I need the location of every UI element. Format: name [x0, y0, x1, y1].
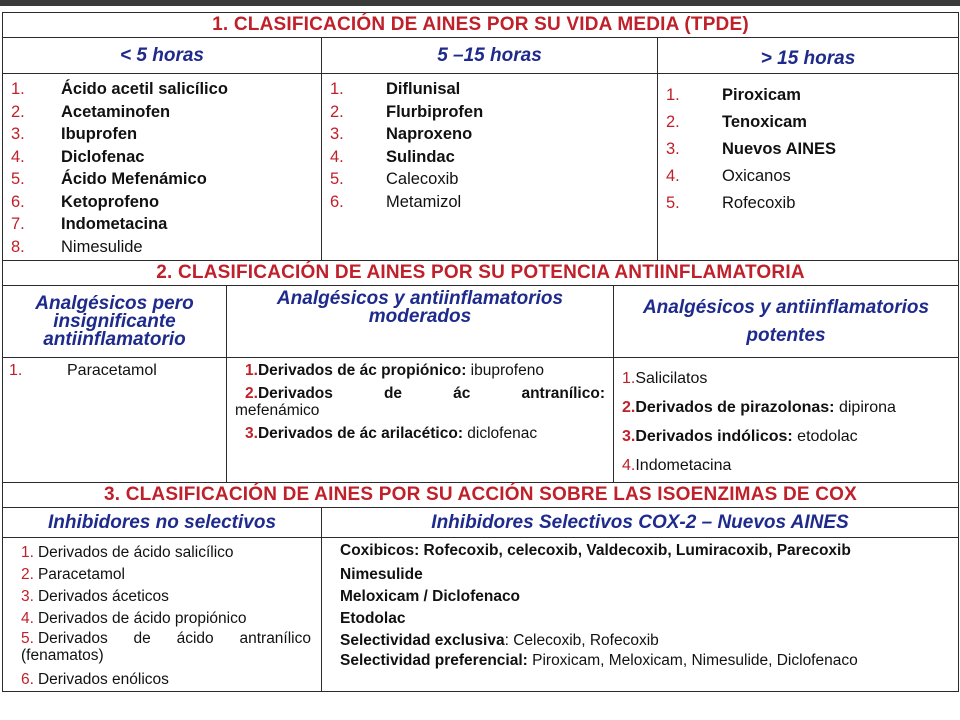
list-item [21, 586, 311, 608]
list-item [245, 362, 605, 379]
item-number: 5. [666, 194, 680, 212]
item-number: 3. [330, 125, 344, 143]
list-item [330, 191, 651, 214]
section1-title: 1. CLASIFICACIÓN DE AINES POR SU VIDA MEDIA (TPDE) [3, 13, 959, 38]
list-item [666, 163, 952, 190]
list-item [21, 608, 311, 630]
aines-classification-table [2, 12, 959, 692]
item-text: Diflunisal [386, 80, 461, 98]
item-number: 6. [11, 192, 25, 211]
item-text: Naproxeno [386, 125, 473, 143]
potency-list-moderate [227, 358, 614, 483]
item-text: Nimesulide [61, 237, 143, 256]
list-item [622, 422, 952, 451]
item-text: Paracetamol [37, 566, 125, 583]
item-text: Acetaminofen [61, 102, 171, 121]
item-number: 2. [666, 113, 680, 131]
item-number: 4. [666, 167, 680, 185]
item-number: 2. [245, 385, 258, 402]
list-item [666, 109, 952, 136]
item-text: Indometacina [61, 215, 168, 233]
item-number: 2. [11, 102, 25, 121]
potency-header-weak: Analgésicos pero insignificante antiinflamatorio [3, 286, 227, 358]
list-item [340, 652, 952, 669]
item-number: 3. [666, 140, 680, 158]
item-number: 8. [11, 237, 25, 256]
item-label: Derivados de ác antranílico: [257, 385, 605, 402]
list-item [11, 146, 315, 169]
item-number: 4. [330, 147, 344, 166]
item-text: Derivados de ácido propiónico [37, 610, 247, 627]
item-text: Diclofenac [61, 147, 145, 166]
item-number: 1. [666, 86, 680, 104]
item-text: ibuprofeno [466, 362, 544, 379]
item-text: Calecoxib [386, 170, 459, 188]
list-item [340, 542, 952, 559]
list-item [11, 101, 315, 124]
item-text: Piroxicam [722, 86, 801, 104]
list-item [330, 168, 651, 191]
list-item [622, 451, 952, 480]
item-number: 1. [11, 80, 25, 98]
item-text: dipirona [834, 399, 896, 416]
item-text: : Celecoxib, Rofecoxib [504, 632, 659, 649]
cox-header-selective: Inhibidores Selectivos COX-2 – Nuevos AINES [322, 508, 959, 538]
item-number: 7. [11, 215, 25, 233]
item-number: 3. [245, 425, 258, 442]
cox-list-nonselective [3, 538, 322, 692]
list-item [340, 630, 952, 652]
item-label: Coxibicos: Rofecoxib, celecoxib, Valdecoxib, Lumiracoxib, Parecoxib [340, 542, 851, 559]
item-text: Sulindac [386, 147, 455, 166]
list-item [330, 123, 651, 146]
potency-list-strong [614, 358, 959, 483]
list-item [245, 385, 605, 402]
list-item [622, 393, 952, 422]
item-number: 4. [11, 147, 25, 166]
item-number: 2. [330, 102, 344, 121]
item-text: diclofenac [462, 425, 538, 442]
potency-list-weak [3, 358, 227, 483]
list-item [666, 190, 952, 217]
item-text: mefenámico [235, 402, 320, 419]
list-item-continuation [235, 402, 605, 419]
item-text: Rofecoxib [722, 194, 796, 212]
item-label: Etodolac [340, 610, 406, 627]
item-label: Derivados de ác arilacético: [257, 425, 463, 442]
item-number: 4. [21, 610, 34, 627]
item-number: 1. [9, 362, 23, 379]
item-label: Derivados de pirazolonas: [635, 399, 835, 416]
list-item [21, 630, 311, 664]
list-item [666, 136, 952, 163]
list-item [666, 82, 952, 109]
cox-list-selective [322, 538, 959, 692]
item-text: Flurbiprofen [386, 102, 484, 121]
list-item [11, 123, 315, 146]
item-number: 5. [330, 170, 344, 188]
item-text: Ácido Mefenámico [61, 170, 207, 188]
item-label: Derivados de ác propiónico: [257, 362, 467, 379]
item-text: Tenoxicam [722, 113, 807, 131]
item-number: 5. [21, 630, 34, 647]
item-text: Piroxicam, Meloxicam, Nimesulide, Diclofenaco [527, 652, 858, 669]
item-number: 1. [330, 80, 344, 98]
list-item [21, 564, 311, 586]
list-item [11, 168, 315, 191]
item-text: Nuevos AINES [722, 140, 837, 158]
item-text: Derivados de ácido antranílico (fenamatos) [21, 630, 311, 664]
item-text: Derivados enólicos [37, 671, 169, 688]
item-number: 2. [622, 399, 636, 416]
item-label: Derivados indólicos: [635, 428, 793, 445]
list-item [340, 564, 952, 586]
list-item [11, 78, 315, 101]
item-label: Selectividad preferencial: [340, 652, 528, 669]
item-text: Paracetamol [67, 362, 157, 379]
item-number: 6. [21, 671, 34, 688]
item-label: Selectividad exclusiva [340, 632, 505, 649]
item-number: 1. [622, 370, 636, 387]
list-item [340, 608, 952, 630]
item-number: 1. [21, 544, 34, 561]
list-item [330, 146, 651, 169]
list-item [21, 542, 311, 564]
list-item [330, 78, 651, 101]
list-item [11, 191, 315, 214]
item-text: Derivados áceticos [37, 588, 169, 605]
item-number: 5. [11, 170, 25, 188]
item-text: Metamizol [386, 192, 462, 211]
list-item [11, 213, 315, 236]
item-number: 3. [11, 125, 25, 143]
item-text: Salicilatos [635, 370, 708, 387]
item-label: Meloxicam / Diclofenaco [340, 588, 521, 605]
top-rule [0, 0, 960, 6]
half-life-header-short: < 5 horas [3, 38, 322, 74]
item-text: Indometacina [635, 457, 732, 474]
half-life-header-medium: 5 –15 horas [322, 38, 658, 74]
item-number: 4. [622, 457, 636, 474]
list-item [11, 236, 315, 259]
item-text: Ácido acetil salicílico [61, 80, 228, 98]
list-item [330, 101, 651, 124]
item-number: 3. [622, 428, 636, 445]
item-text: Oxicanos [722, 167, 791, 185]
item-text: Ibuprofen [61, 125, 138, 143]
list-item [21, 669, 311, 691]
item-text: Ketoprofeno [61, 192, 160, 211]
potency-header-moderate: Analgésicos y antiinflamatorios moderados [227, 286, 614, 358]
item-text: Derivados de ácido salicílico [37, 544, 234, 561]
item-label: Nimesulide [340, 566, 423, 583]
section2-title: 2. CLASIFICACIÓN DE AINES POR SU POTENCIA ANTIINFLAMATORIA [3, 261, 959, 286]
half-life-list-long [658, 74, 959, 261]
item-text: etodolac [792, 428, 858, 445]
item-number: 1. [245, 362, 258, 379]
half-life-list-medium [322, 74, 658, 261]
item-number: 2. [21, 566, 34, 583]
section3-title: 3. CLASIFICACIÓN DE AINES POR SU ACCIÓN SOBRE LAS ISOENZIMAS DE COX [3, 483, 959, 508]
half-life-header-long: > 15 horas [658, 38, 959, 74]
list-item [622, 364, 952, 393]
cox-header-nonselective: Inhibidores no selectivos [3, 508, 322, 538]
list-item [340, 586, 952, 608]
potency-header-strong: Analgésicos y antiinflamatorios potentes [614, 286, 959, 358]
list-item [245, 425, 605, 442]
half-life-list-short [3, 74, 322, 261]
item-number: 6. [330, 192, 344, 211]
item-number: 3. [21, 588, 34, 605]
